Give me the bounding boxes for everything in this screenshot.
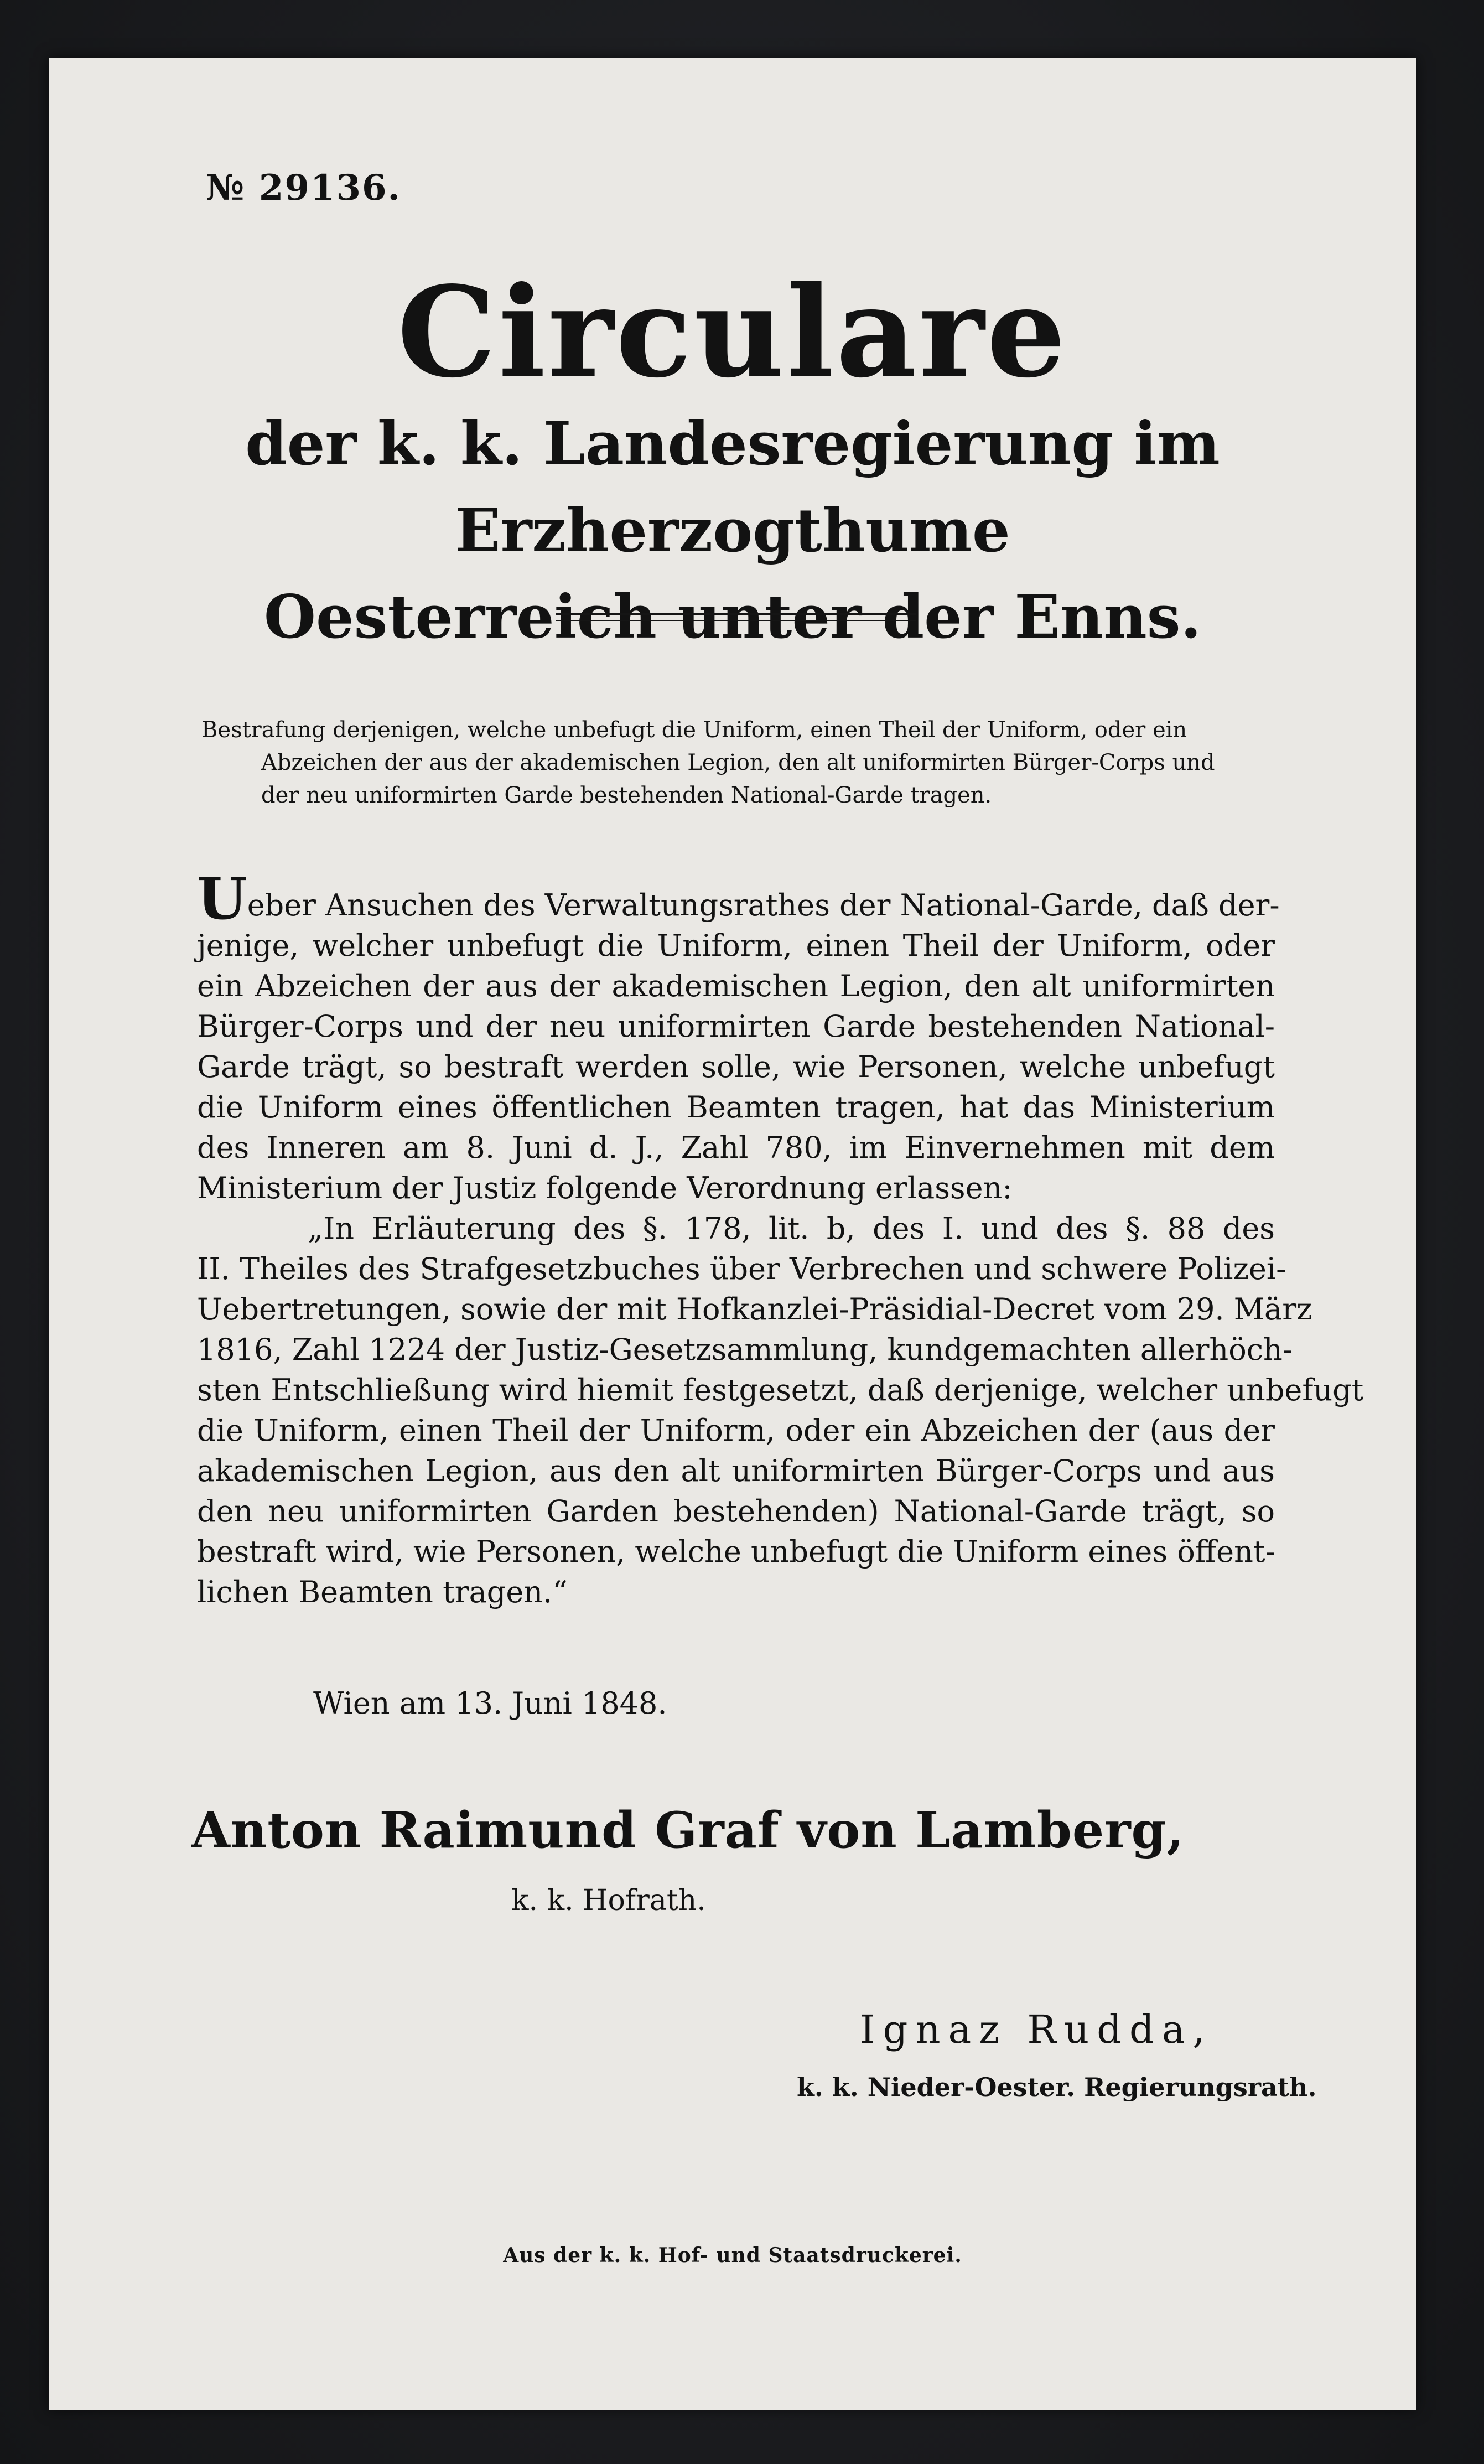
title-divider-rule — [556, 613, 916, 621]
summary-line: Bestrafung derjenigen, welche unbefugt die Uniform, einen Theil der Uniform, oder ein — [201, 717, 1187, 743]
body-line: ein Abzeichen der aus der akademischen Legion, den alt uniformirten — [197, 969, 1275, 1003]
document-title: Circulare — [397, 260, 1068, 406]
body-line: des Inneren am 8. Juni d. J., Zahl 780, im Einvernehmen mit dem — [197, 1130, 1275, 1165]
body-line: Bürger-Corps und der neu uniformirten Garde bestehenden National- — [197, 1009, 1275, 1044]
subtitle-line-2: Oesterreich unter der Enns. — [263, 582, 1202, 653]
body-line: Ministerium der Justiz folgende Verordnung erlassen: — [197, 1171, 1013, 1205]
body-line: II. Theiles des Strafgesetzbuches über Verbrechen und schwere Polizei- — [197, 1251, 1286, 1286]
signature-rudda: Ignaz Rudda, — [860, 2007, 1213, 2052]
body-line: „In Erläuterung des §. 178, lit. b, des I. und des §. 88 des — [308, 1211, 1275, 1246]
signature-lamberg-title: k. k. Hofrath. — [511, 1884, 706, 1917]
body-line: bestraft wird, wie Personen, welche unbefugt die Uniform eines öffent- — [197, 1534, 1275, 1569]
signature-rudda-title: k. k. Nieder-Oester. Regierungsrath. — [797, 2072, 1317, 2102]
body-line-text: eber Ansuchen des Verwaltungsrathes der National-Garde, daß der- — [247, 888, 1280, 923]
body-line: Garde trägt, so bestraft werden solle, wie Personen, welche unbefugt — [197, 1049, 1275, 1084]
date-line: Wien am 13. Juni 1848. — [313, 1686, 667, 1721]
summary-line: Abzeichen der aus der akademischen Legion, den alt uniformirten Bürger-Corps und — [261, 749, 1215, 775]
body-paragraph — [197, 865, 1364, 1612]
document-sheet — [49, 58, 1416, 2410]
body-line: die Uniform eines öffentlichen Beamten tragen, hat das Ministerium — [197, 1090, 1275, 1125]
signature-lamberg: Anton Raimund Graf von Lamberg, — [191, 1801, 1185, 1860]
summary-paragraph — [201, 714, 1273, 811]
body-line — [197, 865, 1280, 933]
printer-imprint: Aus der k. k. Hof- und Staatsdruckerei. — [503, 2244, 962, 2267]
body-line: lichen Beamten tragen.“ — [197, 1575, 568, 1609]
subtitle-line-1: der k. k. Landesregierung im Erzherzogthume — [245, 409, 1220, 566]
body-line: Uebertretungen, sowie der mit Hofkanzlei-Präsidial-Decret vom 29. März — [197, 1292, 1312, 1327]
body-line: die Uniform, einen Theil der Uniform, oder ein Abzeichen der (aus der — [197, 1413, 1275, 1448]
body-line: akademischen Legion, aus den alt uniformirten Bürger-Corps und aus — [197, 1453, 1275, 1488]
document-subtitle — [49, 401, 1416, 661]
document-number: № 29136. — [206, 167, 401, 209]
body-line: sten Entschließung wird hiemit festgesetzt, daß derjenige, welcher unbefugt — [197, 1373, 1364, 1407]
body-line: jenige, welcher unbefugt die Uniform, einen Theil der Uniform, oder — [197, 928, 1275, 963]
sheet-content — [49, 58, 1416, 2410]
summary-line: der neu uniformirten Garde bestehenden National-Garde tragen. — [261, 782, 992, 808]
drop-cap: U — [197, 865, 247, 933]
body-line: 1816, Zahl 1224 der Justiz-Gesetzsammlung, kundgemachten allerhöch- — [197, 1332, 1293, 1367]
body-line: den neu uniformirten Garden bestehenden) National-Garde trägt, so — [197, 1494, 1275, 1529]
